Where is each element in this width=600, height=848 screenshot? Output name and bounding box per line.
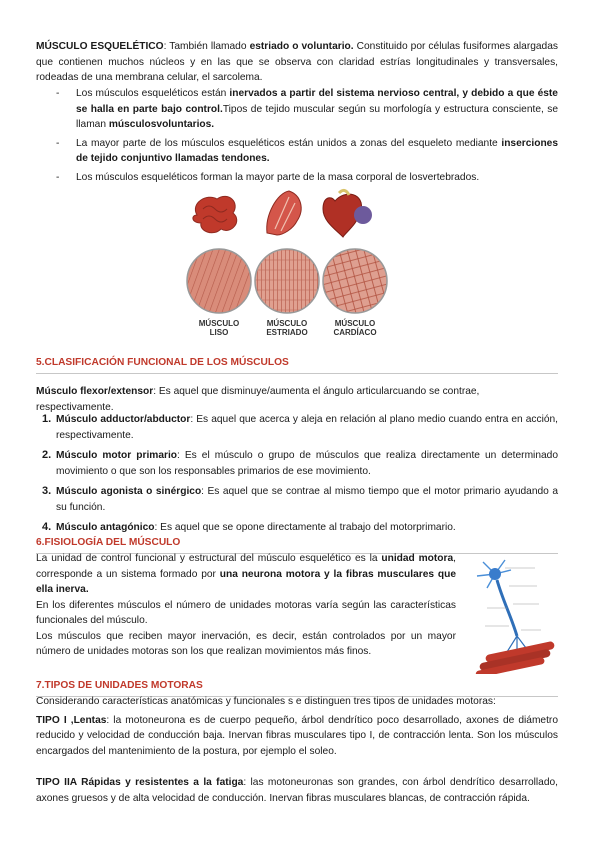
section-5-title: 5.CLASIFICACIÓN FUNCIONAL DE LOS MÚSCULOS (36, 355, 558, 374)
bullet-text: Los músculos esqueléticos forman la mayor parte de la masa corporal de losvertebrados. (76, 171, 480, 183)
item-number: 3. (42, 485, 52, 497)
bullet-text: La mayor parte de los músculos esqueléticos están unidos a zonas del esqueleto mediante (76, 137, 502, 149)
paragraph-text: , corresponde a un sistema formado por (36, 553, 456, 580)
paragraph: Considerando características anatómicas y funcionales s e distinguen tres tipos de unidades motoras: (36, 696, 496, 707)
list-item (36, 412, 558, 443)
intro-text-2: Constituido por células fusiformes alargadas que contienen muchos núcleos y en las que se observa con claridad estrías longitudinales y transversales, rodeadas de una membrana celular, el sarcolema. (36, 41, 558, 83)
section-6-title: 6.FISIOLOGÍA DEL MÚSCULO (36, 535, 558, 554)
paragraph (36, 775, 558, 806)
intestine-icon (193, 196, 237, 232)
item-term: Músculo adductor/abductor (56, 414, 191, 425)
section-5-list (36, 412, 558, 541)
muscle-types-figure (185, 185, 390, 343)
arm-muscle-icon (267, 191, 301, 235)
item-term: Músculo motor primario (56, 450, 178, 461)
heart-icon (323, 190, 372, 237)
lead-text: : Es aquel que disminuye/aumenta el ángulo articularcuando se contrae, respectivamente. (36, 386, 480, 413)
section-7-title: 7.TIPOS DE UNIDADES MOTORAS (36, 678, 558, 697)
item-text: : Es aquel que acerca y aleja en relación al plano medio cuando entra en acción, respectivamente. (56, 414, 558, 441)
paragraph-bold: una neurona motora y la fibras musculares que ella inerva. (36, 568, 456, 595)
figure-label: MÚSCULO (266, 319, 308, 328)
list-item (36, 520, 558, 536)
lead-term: Músculo flexor/extensor (36, 386, 154, 397)
figure-label: MÚSCULO (334, 319, 376, 328)
cardiac-muscle-tissue (323, 249, 387, 313)
paragraph-text: La unidad de control funcional y estructural del músculo esquelético es la (36, 553, 382, 564)
list-item (36, 170, 558, 186)
list-item (36, 448, 558, 479)
item-number: 4. (42, 521, 52, 533)
paragraph: En los diferentes músculos el número de unidades motoras varía según las características funcionales del músculo. (36, 599, 456, 626)
list-item (36, 136, 558, 167)
figure-label: MÚSCULO (198, 319, 240, 328)
bullet-bold: inserciones de tejido conjuntivo llamadas tendones. (76, 137, 558, 164)
figure-label: ESTRIADO (266, 328, 308, 337)
item-text: : Es aquel que se contrae al mismo tiempo que el motor primario ayudando a su función. (56, 486, 558, 513)
list-item (36, 484, 558, 515)
figure-label: CARDÍACO (333, 328, 377, 337)
section-5-lead (36, 384, 558, 415)
item-term: Músculo antagónico (56, 522, 155, 533)
neuron-body-icon (489, 568, 501, 580)
paragraph-bold: unidad motora (381, 553, 454, 564)
figure-label: LISO (209, 328, 229, 337)
bullet-text: Tipos de tejido muscular según su morfología y estructura consciente, se llaman (76, 103, 559, 130)
type-text: : la motoneurona es de cuerpo pequeño, árbol dendrítico poco desarrollado, axones de diámetro reducido y velocidad de conducción baja. Inervan fibras musculares tipo I, de contracción lenta. Son los músculos encargados del mantenimiento de la postura, por ejemplo el soleo. (36, 714, 558, 757)
paragraph (36, 551, 456, 598)
bullet-dash: - (56, 171, 60, 183)
item-number: 1. (42, 413, 52, 425)
intro-text: : También llamado (163, 41, 250, 52)
type-term: TIPO I ,Lentas (36, 714, 107, 726)
smooth-muscle-tissue (187, 249, 251, 313)
type-text: : las motoneuronas son grandes, con árbol dendrítico desarrollado, axones gruesos y de alta velocidad de conducción. Inervan fibras musculares blancas, de contracción rápida. (36, 777, 558, 804)
motor-neuron-figure (465, 556, 560, 674)
section-6-body (36, 551, 456, 660)
intro-bold: estriado o voluntario. (249, 41, 354, 52)
type-term: TIPO IIA Rápidas y resistentes a la fatiga (36, 777, 244, 788)
intro-paragraph (36, 39, 558, 86)
intro-term: MÚSCULO ESQUELÉTICO (36, 41, 164, 52)
item-text: : Es aquel que se opone directamente al trabajo del motorprimario. (154, 522, 456, 533)
bullet-bold: músculosvoluntarios. (108, 119, 215, 130)
paragraph: Los músculos que reciben mayor inervación, es decir, están controlados por un mayor número de unidades motoras son los que realizan movimientos más finos. (36, 630, 456, 657)
bullet-bold: inervados a partir del sistema nervioso central, y debido a que éste se halla en parte bajo control. (76, 88, 558, 115)
skeletal-muscle-bullets (36, 86, 558, 188)
section-7-body (36, 694, 558, 806)
item-text: : Es el músculo o grupo de músculos que realiza directamente un determinado movimiento o que son los responsables primarios de ese movimiento. (56, 450, 558, 477)
paragraph (36, 713, 558, 760)
item-number: 2. (42, 449, 52, 461)
bullet-dash: - (56, 88, 60, 99)
item-term: Músculo agonista o sinérgico (56, 486, 202, 497)
list-item (36, 86, 558, 133)
bullet-text: Los músculos esqueléticos están (76, 88, 230, 99)
striated-muscle-tissue (255, 249, 319, 313)
bullet-dash: - (56, 137, 60, 149)
